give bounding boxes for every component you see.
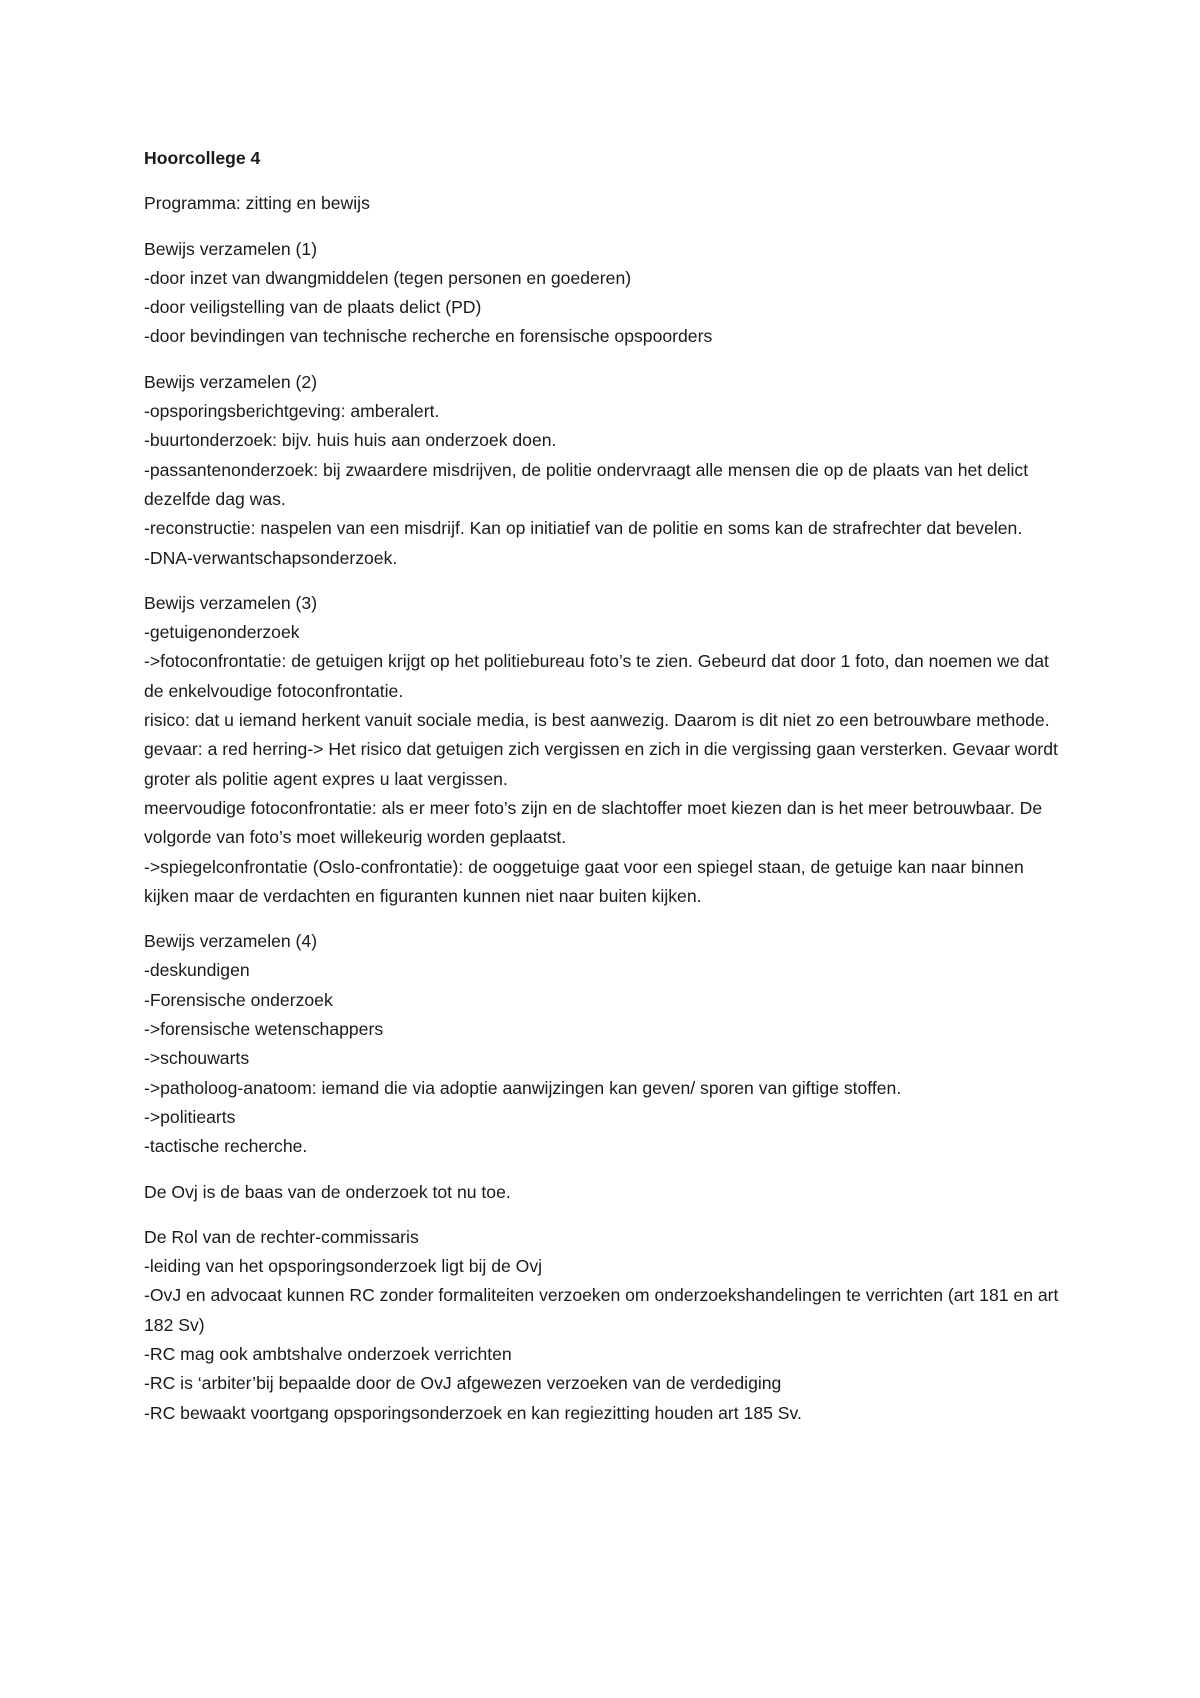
section-line: -door bevindingen van technische recherche en forensische opspoorders: [144, 326, 713, 347]
section-line: gevaar: a red herring-> Het risico dat getuigen zich vergissen en zich in die vergissing gaan versterken. Gevaar wordt groter als politie agent expres u laat vergissen.: [144, 739, 1058, 789]
section-line: -tactische recherche.: [144, 1136, 308, 1157]
program-line: Programma: zitting en bewijs: [144, 193, 370, 214]
section-line: risico: dat u iemand herkent vanuit sociale media, is best aanwezig. Daarom is dit niet zo een betrouwbare methode.: [144, 710, 1050, 731]
section-line: ->fotoconfrontatie: de getuigen krijgt op het politiebureau foto’s te zien. Gebeurd dat door 1 foto, dan noemen we dat de enkelvoudige fotoconfrontatie.: [144, 651, 1049, 701]
section-line: meervoudige fotoconfrontatie: als er meer foto’s zijn en de slachtoffer moet kiezen dan is het meer betrouwbaar. De volgorde van foto’s moet willekeurig worden geplaatst.: [144, 797, 1043, 848]
section-bewijs-3: [144, 589, 1064, 911]
section-line: -passantenonderzoek: bij zwaardere misdrijven, de politie ondervraagt alle mensen die op de plaats van het delict dezelfde dag was.: [144, 459, 1029, 509]
section-line: -reconstructie: naspelen van een misdrijf. Kan op initiatief van de politie en soms kan de strafrechter dat bevelen.: [144, 518, 1023, 539]
section-heading: Bewijs verzamelen (2): [144, 371, 318, 392]
section-heading: Bewijs verzamelen (1): [144, 238, 318, 259]
section-line: ->politiearts: [144, 1106, 236, 1127]
section-line: -RC bewaakt voortgang opsporingsonderzoek en kan regiezitting houden art 185 Sv.: [144, 1402, 802, 1423]
ovj-note: De Ovj is de baas van de onderzoek tot nu toe.: [144, 1181, 511, 1202]
section-line: -getuigenonderzoek: [144, 622, 300, 643]
section-line: ->forensische wetenschappers: [144, 1019, 384, 1040]
section-heading: Bewijs verzamelen (3): [144, 592, 318, 613]
document-content: [144, 144, 1064, 1444]
section-line: -RC is ‘arbiter’bij bepaalde door de OvJ afgewezen verzoeken van de verdediging: [144, 1373, 782, 1394]
section-rechter-commissaris: [144, 1223, 1064, 1428]
section-line: -Forensische onderzoek: [144, 989, 333, 1010]
section-bewijs-2: [144, 368, 1064, 573]
section-heading: Bewijs verzamelen (4): [144, 931, 318, 952]
document-title: Hoorcollege 4: [144, 148, 261, 168]
section-line: ->patholoog-anatoom: iemand die via adoptie aanwijzingen kan geven/ sporen van giftige stoffen.: [144, 1077, 902, 1098]
section-bewijs-1: [144, 235, 1064, 352]
section-heading: De Rol van de rechter-commissaris: [144, 1226, 419, 1247]
section-line: -OvJ en advocaat kunnen RC zonder formaliteiten verzoeken om onderzoekshandelingen te verrichten (art 181 en art 182 Sv): [144, 1285, 1059, 1335]
section-line: -buurtonderzoek: bijv. huis huis aan onderzoek doen.: [144, 430, 557, 451]
section-line: -leiding van het opsporingsonderzoek ligt bij de Ovj: [144, 1256, 543, 1277]
section-line: -door veiligstelling van de plaats delict (PD): [144, 297, 482, 318]
section-line: ->spiegelconfrontatie (Oslo-confrontatie): de ooggetuige gaat voor een spiegel staan, de getuige kan naar binnen kijken maar de verdachten en figuranten kunnen niet naar buiten kijken.: [144, 856, 1024, 906]
section-bewijs-4: [144, 927, 1064, 1161]
section-line: -door inzet van dwangmiddelen (tegen personen en goederen): [144, 267, 632, 288]
section-line: -deskundigen: [144, 960, 250, 981]
section-line: -DNA-verwantschapsonderzoek.: [144, 547, 398, 568]
section-line: -opsporingsberichtgeving: amberalert.: [144, 401, 440, 422]
section-line: -RC mag ook ambtshalve onderzoek verrichten: [144, 1343, 512, 1364]
section-line: ->schouwarts: [144, 1048, 250, 1069]
